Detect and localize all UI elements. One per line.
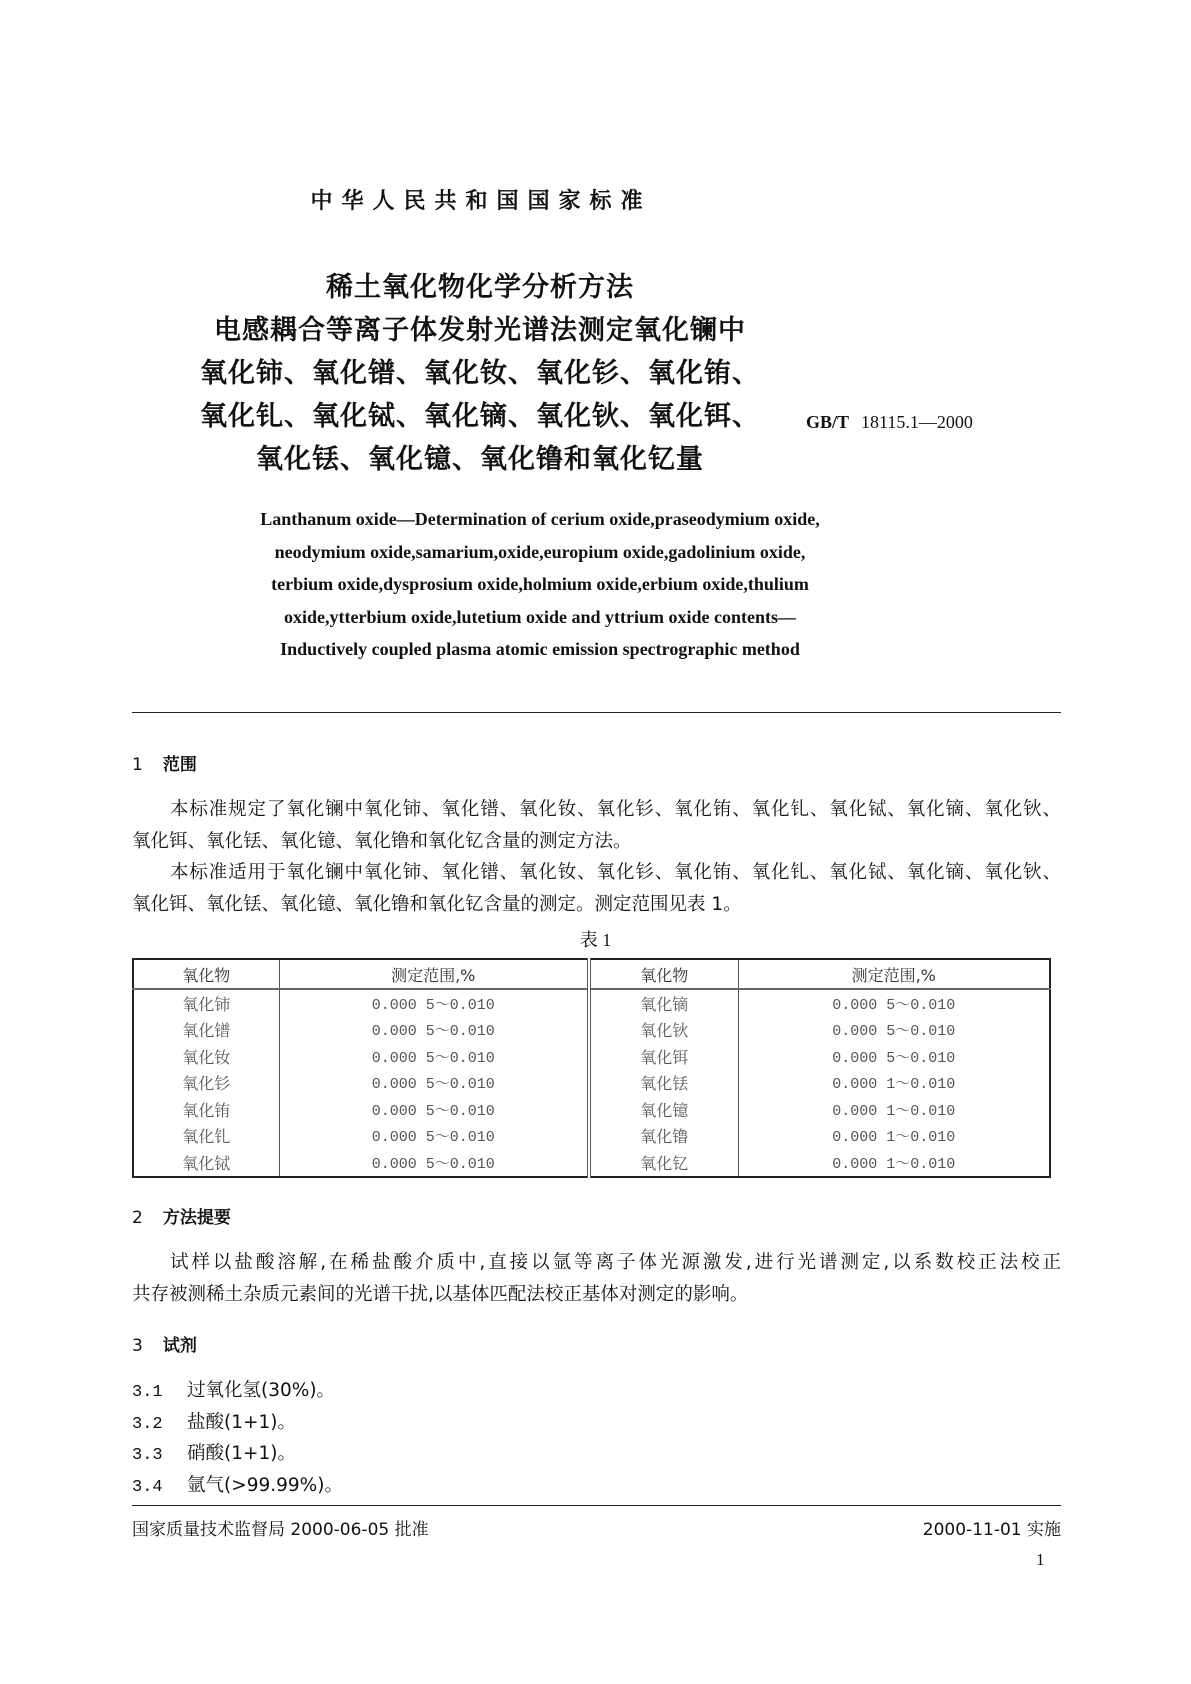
table-row bbox=[133, 1017, 1050, 1044]
oxide-cell: 氧化铥 bbox=[589, 1070, 738, 1097]
table-row bbox=[133, 1096, 1050, 1123]
english-title bbox=[140, 503, 940, 666]
reagent-number: 3.4 bbox=[132, 1478, 163, 1497]
reagent-item bbox=[132, 1376, 335, 1402]
reagent-text: 氩气(>99.99%)。 bbox=[187, 1475, 343, 1496]
table-row bbox=[133, 1043, 1050, 1070]
title-line: 电感耦合等离子体发射光谱法测定氧化镧中 bbox=[214, 315, 746, 346]
range-cell: 0.000 5～0.010 bbox=[738, 1043, 1050, 1070]
reagent-item bbox=[132, 1408, 296, 1434]
reagent-text: 硝酸(1+1)。 bbox=[187, 1443, 296, 1464]
range-cell: 0.000 1～0.010 bbox=[738, 1123, 1050, 1150]
oxide-cell: 氧化镱 bbox=[589, 1096, 738, 1123]
title-line: 氧化铈、氧化镨、氧化钕、氧化钐、氧化铕、 bbox=[200, 358, 760, 389]
footer-divider bbox=[132, 1505, 1061, 1506]
header-oxide: 氧化物 bbox=[133, 959, 279, 989]
section-1-heading bbox=[132, 750, 197, 775]
section-title: 试剂 bbox=[162, 1336, 197, 1356]
reagent-item bbox=[132, 1471, 343, 1497]
oxide-cell: 氧化铕 bbox=[182, 1100, 231, 1120]
document-title bbox=[0, 266, 960, 481]
header-range: 测定范围,% bbox=[279, 959, 589, 989]
reagent-number: 3.1 bbox=[132, 1383, 163, 1402]
approval-info: 国家质量技术监督局 2000-06-05 批准 bbox=[132, 1520, 429, 1540]
table-row bbox=[133, 989, 1050, 1017]
implementation-date: 2000-11-01 实施 bbox=[922, 1520, 1061, 1540]
english-title-line: Inductively coupled plasma atomic emission spectrographic method bbox=[280, 639, 800, 659]
standard-prefix: GB/T bbox=[806, 412, 850, 432]
oxide-cell: 氧化钇 bbox=[589, 1149, 738, 1177]
oxide-cell: 氧化镨 bbox=[182, 1021, 231, 1041]
range-cell: 0.000 1～0.010 bbox=[738, 1070, 1050, 1097]
range-cell: 0.000 5～0.010 bbox=[738, 1017, 1050, 1044]
english-title-line: oxide,ytterbium oxide,lutetium oxide and yttrium oxide contents— bbox=[284, 606, 796, 627]
range-cell: 0.000 5～0.010 bbox=[738, 989, 1050, 1017]
table-row bbox=[133, 1123, 1050, 1150]
table-caption: 表 1 bbox=[579, 930, 612, 950]
section-title: 方法提要 bbox=[162, 1208, 231, 1228]
title-line: 氧化钆、氧化铽、氧化镝、氧化钬、氧化铒、 bbox=[200, 401, 760, 432]
oxide-cell: 氧化铽 bbox=[182, 1153, 231, 1173]
text-line: 共存被测稀土杂质元素间的光谱干扰,以基体匹配法校正基体对测定的影响。 bbox=[132, 1283, 749, 1305]
oxide-cell: 氧化镝 bbox=[589, 989, 738, 1017]
oxide-cell: 氧化钆 bbox=[182, 1127, 231, 1147]
range-cell: 0.000 1～0.010 bbox=[738, 1096, 1050, 1123]
title-line: 稀土氧化物化学分析方法 bbox=[326, 272, 634, 303]
reagent-number: 3.3 bbox=[132, 1446, 163, 1465]
header-range: 测定范围,% bbox=[738, 959, 1050, 989]
text-line: 氧化铒、氧化铥、氧化镱、氧化镥和氧化钇含量的测定。测定范围见表 1。 bbox=[132, 893, 742, 915]
range-cell: 0.000 5～0.010 bbox=[279, 1017, 589, 1044]
oxide-cell: 氧化铒 bbox=[589, 1043, 738, 1070]
english-title-line: Lanthanum oxide—Determination of cerium oxide,praseodymium oxide, bbox=[260, 509, 820, 529]
text-line: 本标准适用于氧化镧中氧化铈、氧化镨、氧化钕、氧化钐、氧化铕、氧化钆、氧化铽、氧化镝、氧化钬、 bbox=[170, 862, 1061, 883]
oxide-cell: 氧化钬 bbox=[589, 1017, 738, 1044]
table-row bbox=[133, 1149, 1050, 1177]
oxide-cell: 氧化钐 bbox=[182, 1074, 231, 1094]
reagent-item bbox=[132, 1439, 296, 1465]
section-number: 1 bbox=[132, 755, 143, 775]
footer bbox=[132, 1515, 1061, 1540]
range-cell: 0.000 5～0.010 bbox=[279, 1096, 589, 1123]
reagent-number: 3.2 bbox=[132, 1415, 163, 1434]
text-line: 本标准规定了氧化镧中氧化铈、氧化镨、氧化钕、氧化钐、氧化铕、氧化钆、氧化铽、氧化镝、氧化钬、 bbox=[170, 799, 1061, 820]
english-title-line: neodymium oxide,samarium,oxide,europium oxide,gadolinium oxide, bbox=[274, 541, 806, 562]
section-number: 3 bbox=[132, 1336, 143, 1356]
range-cell: 0.000 5～0.010 bbox=[279, 1070, 589, 1097]
table-row bbox=[133, 1070, 1050, 1097]
standard-code: 18115.1—2000 bbox=[861, 412, 973, 432]
range-cell: 0.000 1～0.010 bbox=[738, 1149, 1050, 1177]
scope-paragraph-1 bbox=[132, 794, 1061, 857]
range-cell: 0.000 5～0.010 bbox=[279, 1043, 589, 1070]
measurement-range-table bbox=[132, 958, 1051, 1178]
title-line: 氧化铥、氧化镱、氧化镥和氧化钇量 bbox=[256, 444, 704, 475]
section-3-heading bbox=[132, 1331, 197, 1356]
standard-number bbox=[806, 412, 973, 433]
range-cell: 0.000 5～0.010 bbox=[279, 1149, 589, 1177]
english-title-line: terbium oxide,dysprosium oxide,holmium oxide,erbium oxide,thulium bbox=[271, 574, 809, 594]
range-cell: 0.000 5～0.010 bbox=[279, 1123, 589, 1150]
section-number: 2 bbox=[132, 1208, 143, 1228]
section-title: 范围 bbox=[162, 755, 197, 775]
header-divider bbox=[132, 712, 1061, 713]
scope-paragraph-2 bbox=[132, 857, 1061, 920]
page-number: 1 bbox=[1036, 1550, 1045, 1569]
text-line: 试样以盐酸溶解,在稀盐酸介质中,直接以氩等离子体光源激发,进行光谱测定,以系数校正法校正 bbox=[170, 1252, 1061, 1273]
oxide-cell: 氧化镥 bbox=[589, 1123, 738, 1150]
oxide-cell: 氧化钕 bbox=[182, 1047, 231, 1067]
range-cell: 0.000 5～0.010 bbox=[279, 989, 589, 1017]
oxide-cell: 氧化铈 bbox=[182, 994, 231, 1014]
standard-type-heading: 中华人民共和国国家标准 bbox=[310, 189, 652, 214]
section-2-heading bbox=[132, 1203, 231, 1228]
reagent-text: 盐酸(1+1)。 bbox=[187, 1412, 296, 1433]
method-summary-paragraph bbox=[132, 1247, 1061, 1310]
header-oxide: 氧化物 bbox=[589, 959, 738, 989]
reagent-text: 过氧化氢(30%)。 bbox=[187, 1380, 336, 1401]
text-line: 氧化铒、氧化铥、氧化镱、氧化镥和氧化钇含量的测定方法。 bbox=[132, 830, 632, 852]
